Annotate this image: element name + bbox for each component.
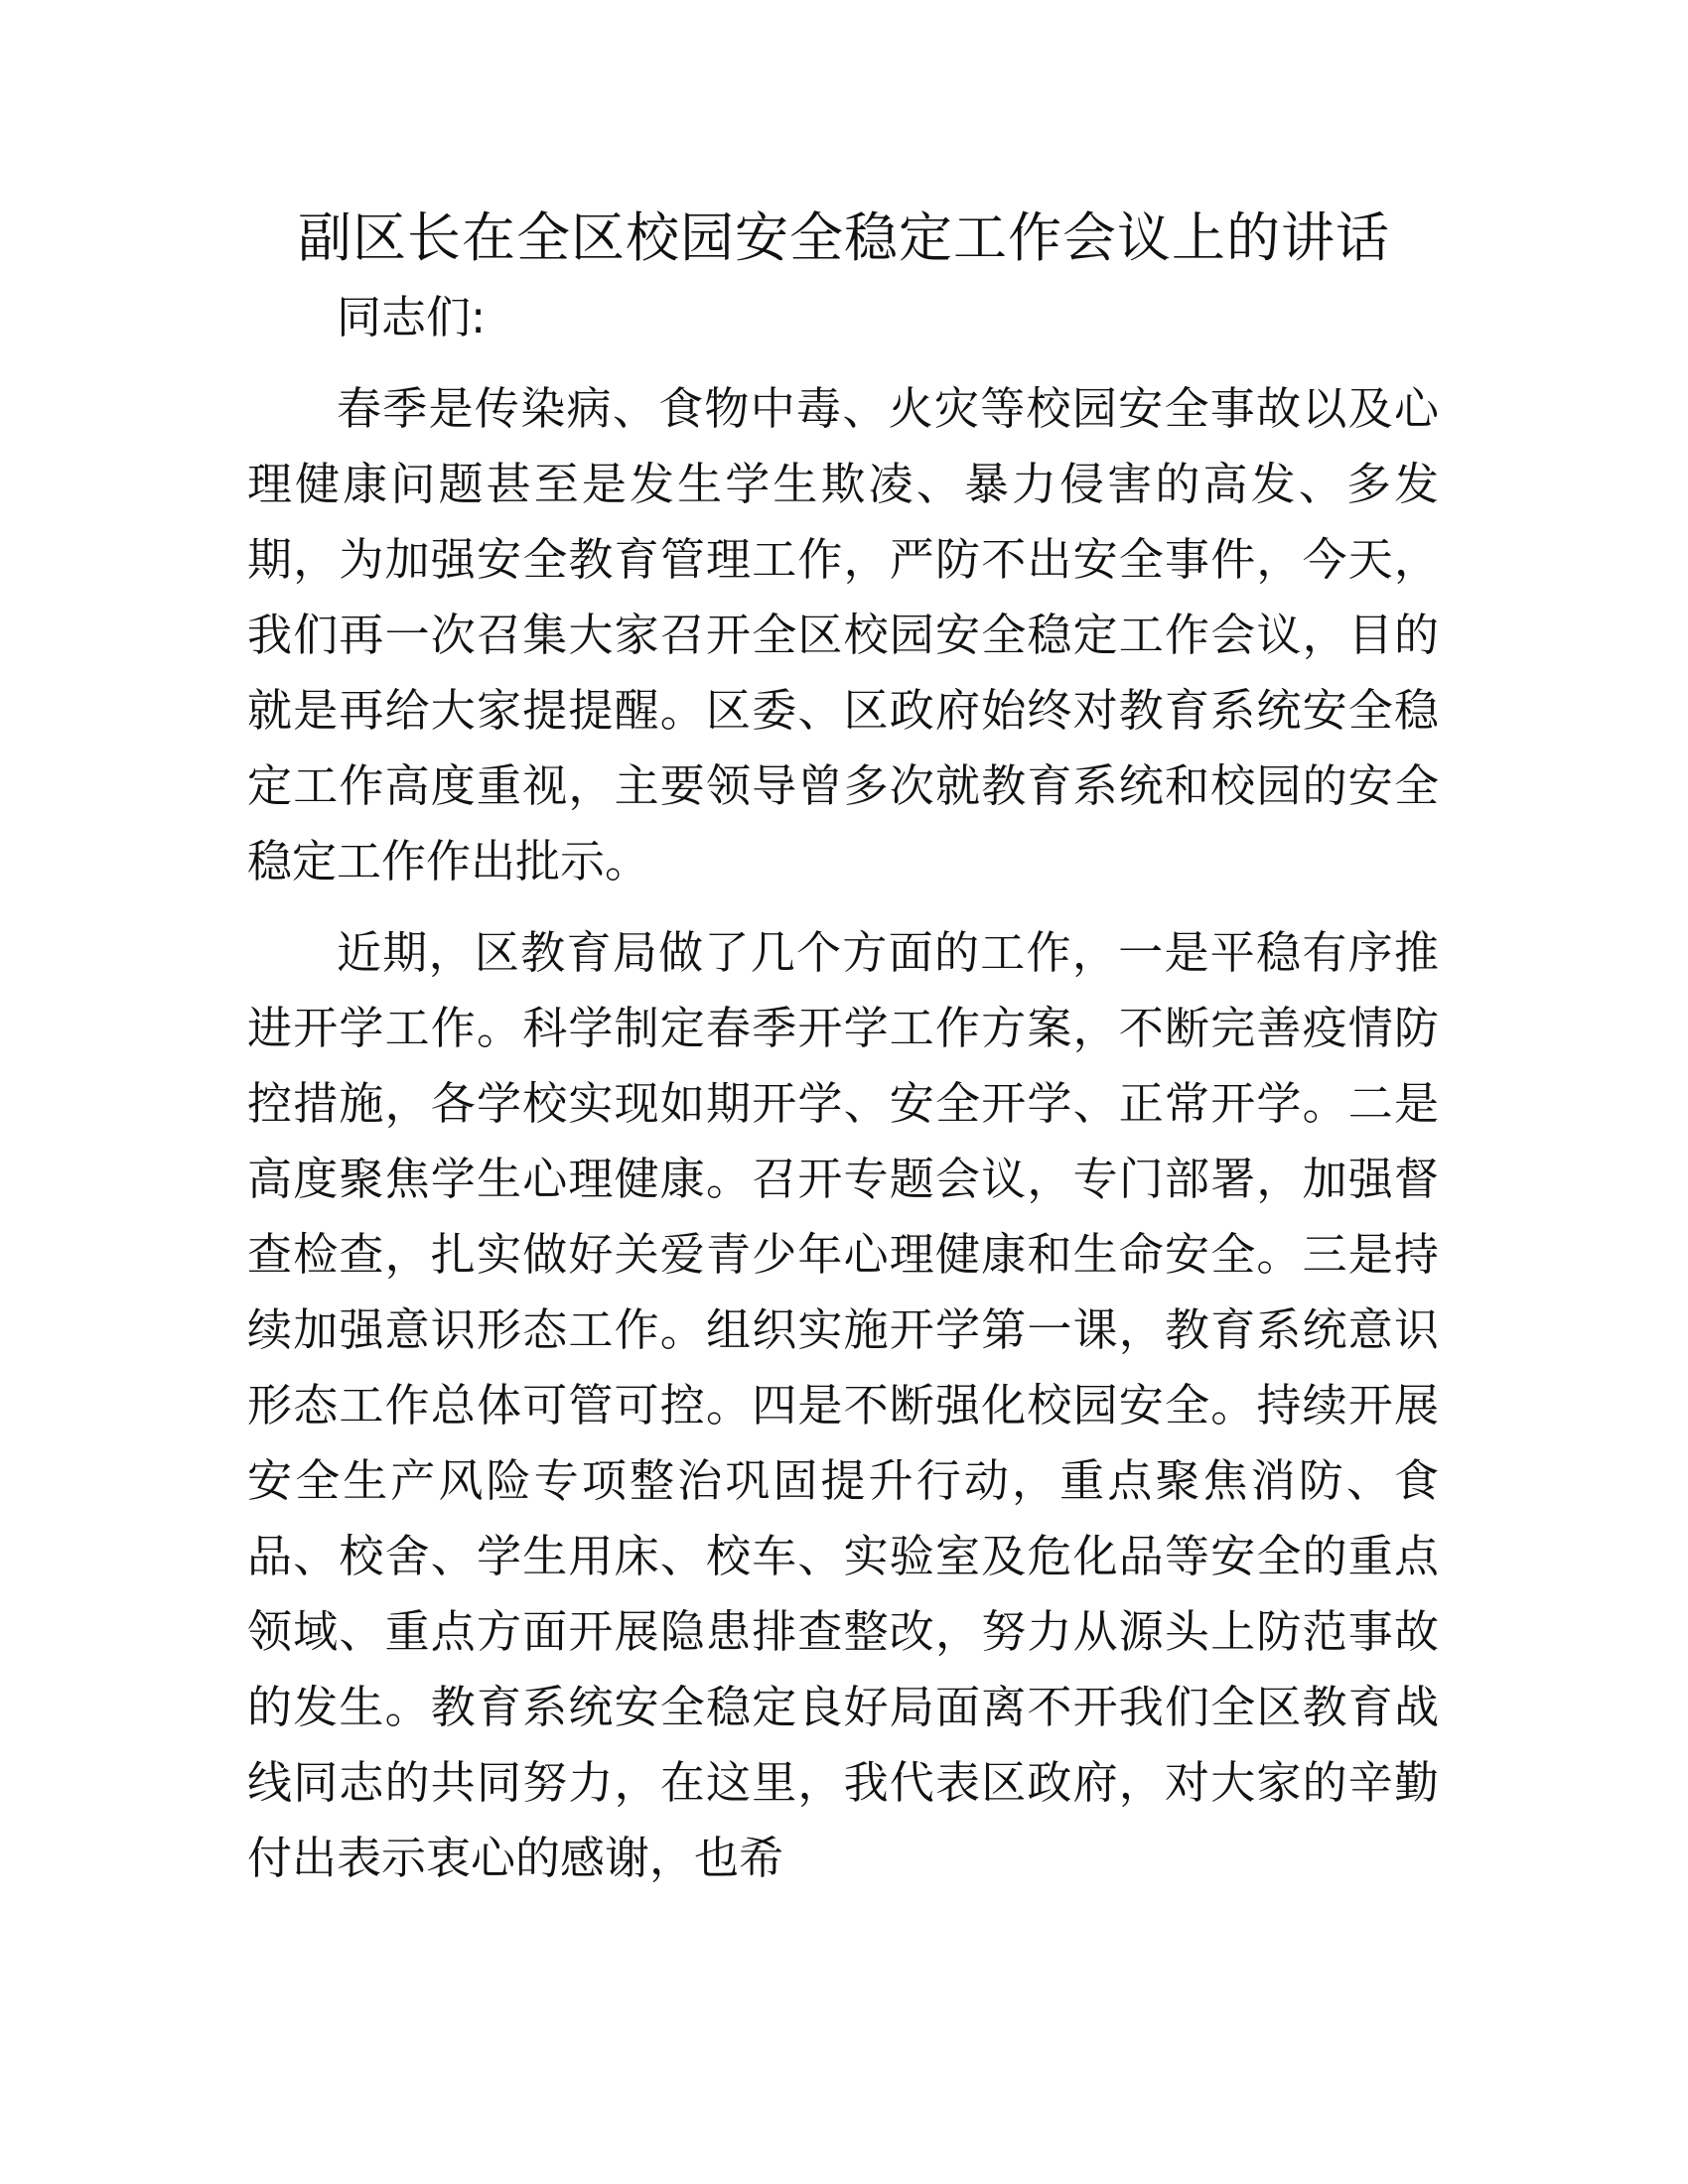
document-title: 副区长在全区校园安全稳定工作会议上的讲话 — [298, 206, 1390, 269]
paragraph-2: 近期，区教育局做了几个方面的工作，一是平稳有序推进开学工作。科学制定春季开学工作方案，不断完善疫情防控措施，各学校实现如期开学、安全开学、正常开学。二是高度聚焦学生心理健康。召开专题会议，专门部署，加强督查检查，扎实做好关爱青少年心理健康和生命安全。三是持续加强意识形态工作。组织实施开学第一课，教育系统意识形态工作总体可管可控。四是不断强化校园安全。持续开展安全生产风险专项整治巩固提升行动，重点聚焦消防、食品、校舍、学生用床、校车、实验室及危化品等安全的重点领域、重点方面开展隐患排查整改，努力从源头上防范事故的发生。教育系统安全稳定良好局面离不开我们全区教育战线同志的共同努力，在这里，我代表区政府，对大家的辛勤付出表示衷心的感谢，也希 — [247, 926, 1439, 1884]
paragraph-1: 春季是传染病、食物中毒、火灾等校园安全事故以及心理健康问题甚至是发生学生欺凌、暴力侵害的高发、多发期，为加强安全教育管理工作，严防不出安全事件，今天，我们再一次召集大家召开全区校园安全稳定工作会议，目的就是再给大家提提醒。区委、区政府始终对教育系统安全稳定工作高度重视，主要领导曾多次就教育系统和校园的安全稳定工作作出批示。 — [247, 382, 1439, 887]
salutation: 同志们: — [337, 291, 487, 343]
document-body — [247, 280, 1439, 1896]
